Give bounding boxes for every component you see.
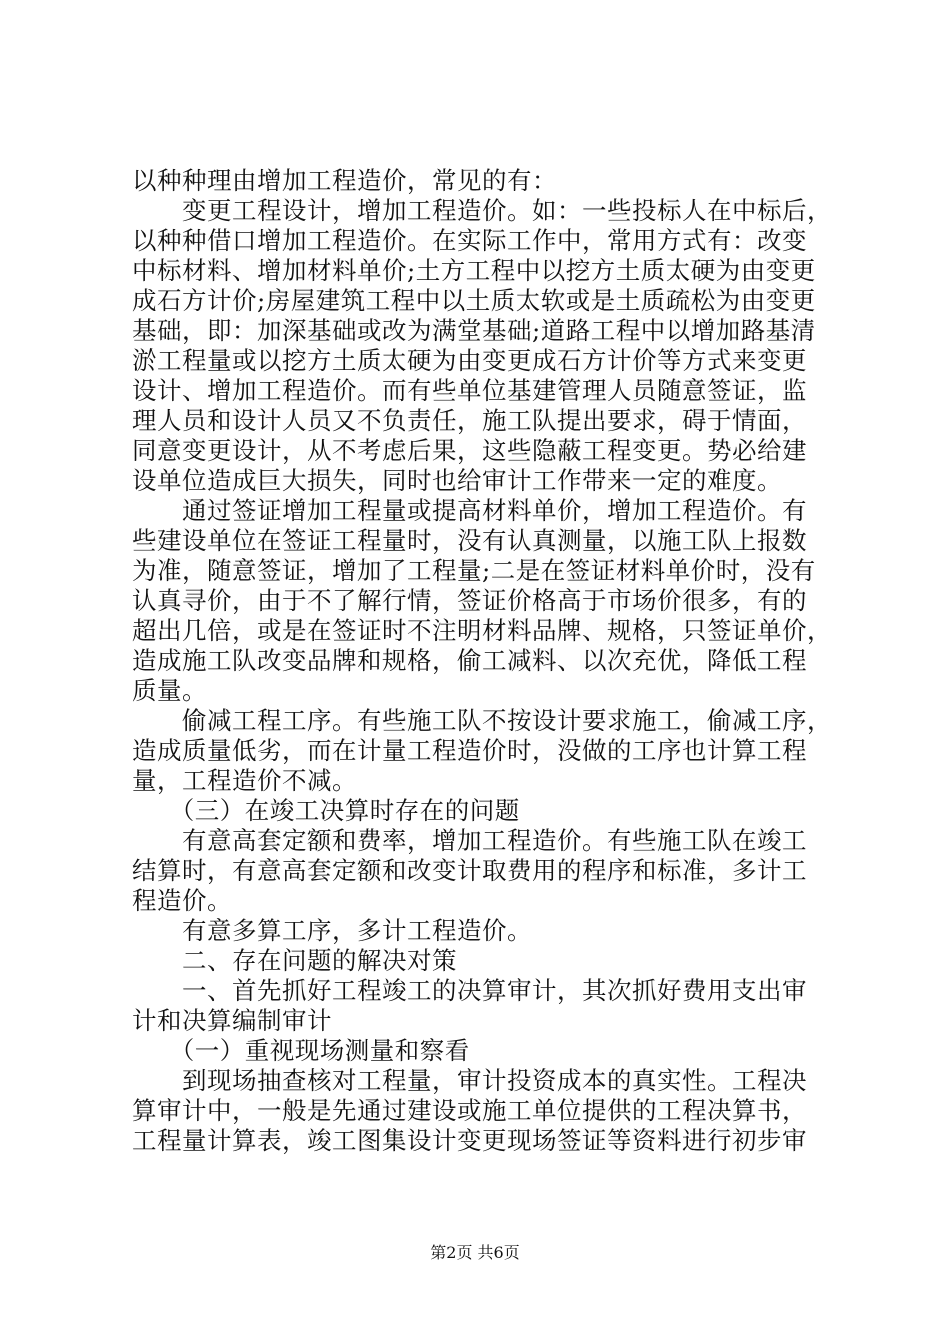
text-line: 基础，即：加深基础或改为满堂基础;道路工程中以增加路基清 (132, 316, 816, 345)
text-line: 造成施工队改变品牌和规格，偷工减料、以次充优，降低工程 (132, 646, 807, 675)
text-line: 设单位造成巨大损失，同时也给审计工作带来一定的难度。 (132, 466, 782, 495)
page-number: 第2页 共6页 (430, 1243, 520, 1262)
text-line: 到现场抽查核对工程量，审计投资成本的真实性。工程决 (132, 1066, 807, 1095)
text-line: 通过签证增加工程量或提高材料单价，增加工程造价。有 (132, 496, 807, 525)
text-line: 量，工程造价不减。 (132, 766, 357, 795)
text-line: 造成质量低劣，而在计量工程造价时，没做的工序也计算工程 (132, 736, 807, 765)
text-line: 些建设单位在签证工程量时，没有认真测量，以施工队上报数 (132, 526, 807, 555)
text-line: （一）重视现场测量和察看 (132, 1036, 470, 1065)
text-line: 计和决算编制审计 (132, 1006, 332, 1035)
text-line: 质量。 (132, 676, 207, 705)
text-line: 理人员和设计人员又不负责任，施工队提出要求，碍于情面， (132, 406, 807, 435)
text-line: 有意多算工序，多计工程造价。 (132, 916, 532, 945)
text-line: 设计、增加工程造价。而有些单位基建管理人员随意签证，监 (132, 376, 807, 405)
text-line: 偷减工程工序。有些施工队不按设计要求施工，偷减工序， (132, 706, 832, 735)
text-line: 以种种理由增加工程造价，常见的有： (132, 166, 557, 195)
text-line: 认真寻价，由于不了解行情，签证价格高于市场价很多，有的 (132, 586, 807, 615)
text-line: 算审计中，一般是先通过建设或施工单位提供的工程决算书， (132, 1096, 807, 1125)
text-line: 程造价。 (132, 886, 232, 915)
text-line: 成石方计价;房屋建筑工程中以土质太软或是土质疏松为由变更 (132, 286, 816, 315)
text-line: 结算时，有意高套定额和改变计取费用的程序和标准，多计工 (132, 856, 807, 885)
text-line: 淤工程量或以挖方土质太硬为由变更成石方计价等方式来变更 (132, 346, 807, 375)
text-line: 以种种借口增加工程造价。在实际工作中，常用方式有：改变 (132, 226, 807, 255)
text-line: 一、首先抓好工程竣工的决算审计，其次抓好费用支出审 (132, 976, 807, 1005)
text-line: 超出几倍，或是在签证时不注明材料品牌、规格，只签证单价， (132, 616, 832, 645)
text-line: 有意高套定额和费率，增加工程造价。有些施工队在竣工 (132, 826, 807, 855)
text-line: 二、存在问题的解决对策 (132, 946, 457, 975)
text-line: 变更工程设计，增加工程造价。如：一些投标人在中标后， (132, 196, 832, 225)
text-line: 为准，随意签证，增加了工程量;二是在签证材料单价时，没有 (132, 556, 816, 585)
text-line: 中标材料、增加材料单价;土方工程中以挖方土质太硬为由变更 (132, 256, 816, 285)
text-line: （三）在竣工决算时存在的问题 (132, 796, 520, 825)
text-line: 同意变更设计，从不考虑后果，这些隐蔽工程变更。势必给建 (132, 436, 807, 465)
text-line: 工程量计算表，竣工图集设计变更现场签证等资料进行初步审 (132, 1126, 807, 1155)
